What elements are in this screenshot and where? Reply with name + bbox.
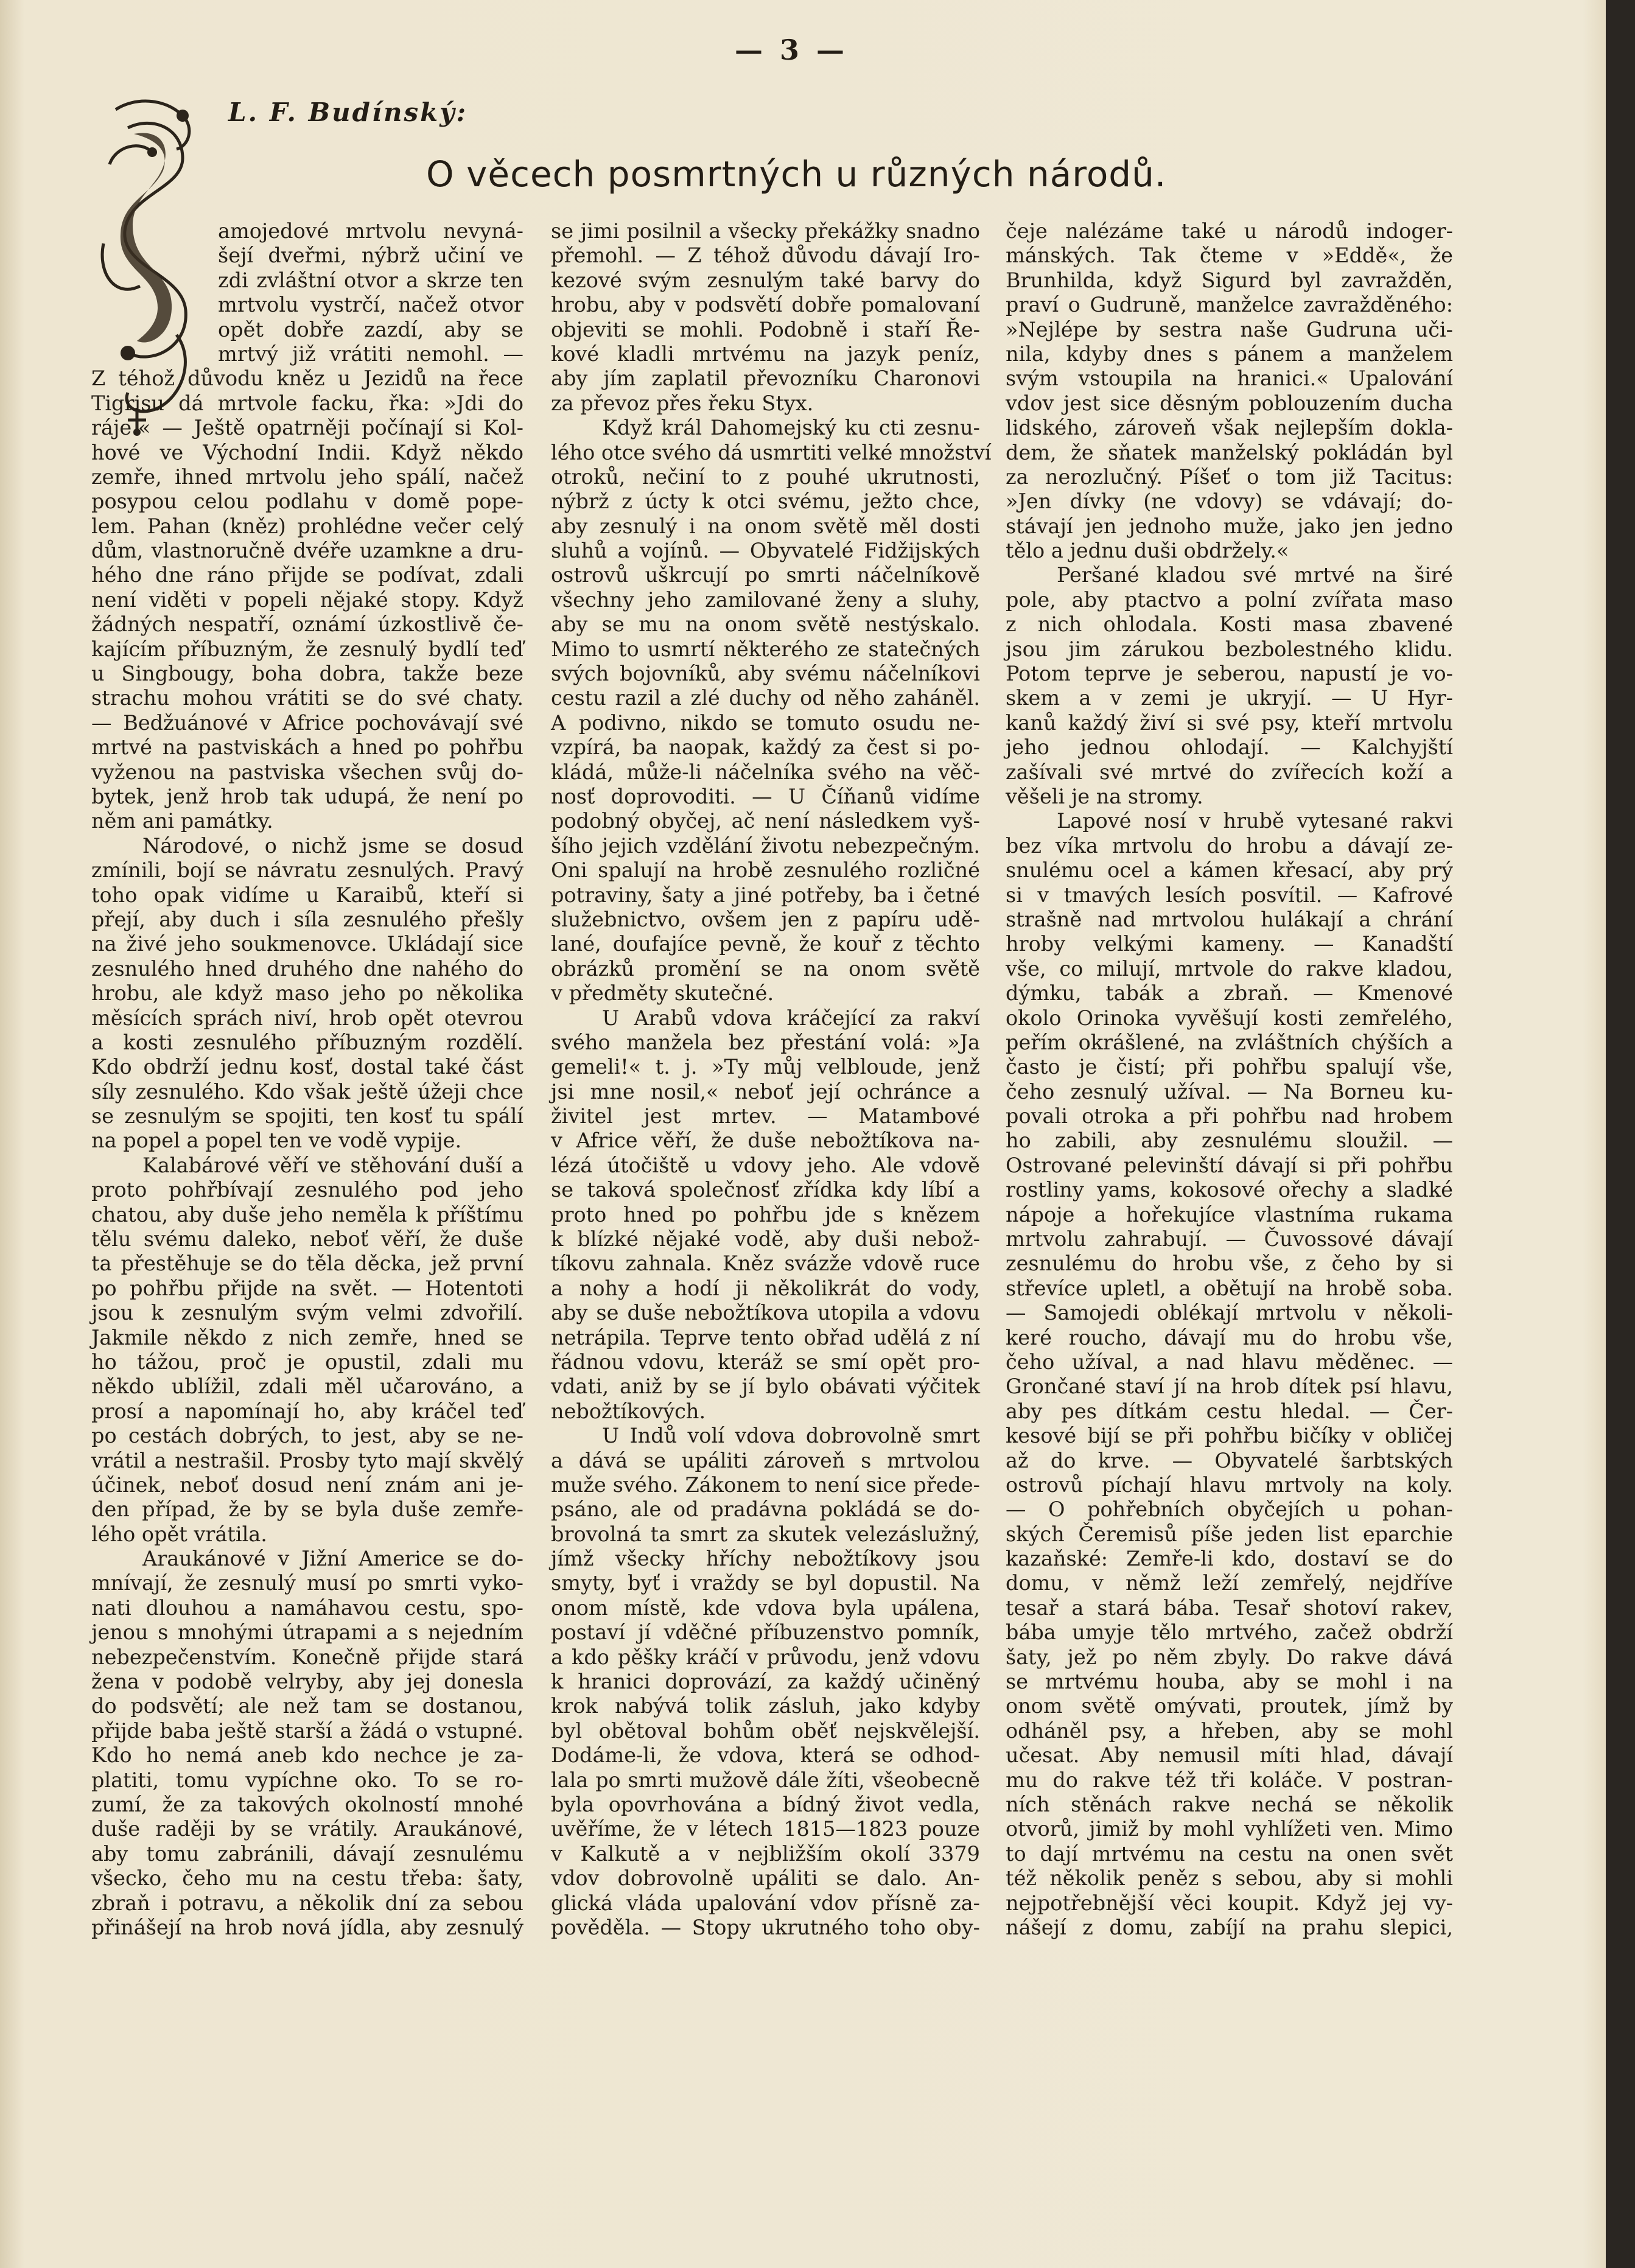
text-line: střevíce upletl, a obětují na hrobě soba. — [1006, 1276, 1453, 1300]
text-line: lem. Pahan (kněz) prohlédne večer celý — [91, 514, 523, 538]
text-line: kezové svým zesnulým také barvy do — [551, 268, 980, 292]
text-line: si v tmavých lesích posvítil. — Kafrové — [1006, 883, 1453, 907]
text-line: aby jím zaplatil převozníku Charonovi — [551, 366, 980, 391]
text-line: živitel jest mrtev. — Matambové — [551, 1104, 980, 1129]
text-column-2 — [551, 219, 992, 1940]
text-line: bába umyje tělo mrtvého, začež obdrží — [1006, 1620, 1453, 1645]
text-line: k hranici doprovází, za každý učiněný — [551, 1670, 980, 1694]
text-line: měsících sprách niví, hrob opět otevrou — [91, 1006, 523, 1030]
text-line: lala po smrti mužově dále žíti, všeobecně — [551, 1768, 980, 1792]
text-line: a kdo pěšky kráčí v průvodu, jenž vdovu — [551, 1645, 980, 1669]
text-line: přejí, aby duch i síla zesnulého přešly — [91, 907, 523, 931]
text-line: keré roucho, dávají mu do hrobu vše, — [1006, 1325, 1453, 1349]
text-line: odháněl psy, a hřeben, aby se mohl — [1006, 1718, 1453, 1743]
text-line: praví o Gudruně, manželce zavražděného: — [1006, 293, 1453, 317]
text-line: a kosti zesnulého příbuzným rozdělí. — [91, 1030, 523, 1054]
text-line: povali otroka a při pohřbu nad hrobem — [1006, 1104, 1453, 1129]
text-line: — O pohřebních obyčejích u pohan- — [1006, 1497, 1453, 1522]
text-line: Grončané staví jí na hrob dítek psí hlavu, — [1006, 1374, 1453, 1399]
text-line: objeviti se mohli. Podobně i staří Ře- — [551, 317, 980, 341]
text-line: glická vláda upalování vdov přísně za- — [551, 1891, 980, 1915]
text-line: kanů každý živí si své psy, kteří mrtvolu — [1006, 710, 1453, 735]
text-column-3 — [1006, 219, 1453, 1940]
text-line: vše, co milují, mrtvole do rakve kladou, — [1006, 956, 1453, 981]
text-line: aby pes dítkám cestu hledal. — Čer- — [1006, 1399, 1453, 1423]
text-line: tíkovu zahnala. Kněz svázže vdově ruce — [551, 1251, 980, 1276]
text-line: hroby velkými kameny. — Kanadští — [1006, 932, 1453, 956]
text-line: nášejí z domu, zabíjí na prahu slepici, — [1006, 1915, 1453, 1939]
text-line: vdov dobrovolně upáliti se dalo. An- — [551, 1866, 980, 1891]
text-line: u Singbougy, boha dobra, takže beze — [91, 662, 523, 686]
text-line: tesař a stará bába. Tesař shotoví rakev, — [1006, 1595, 1453, 1620]
text-line: strachu mohou vrátiti se do své chaty. — [91, 686, 523, 710]
text-line: aby se mu na onom světě nestýskalo. — [551, 612, 980, 637]
text-line: až do krve. — Obyvatelé šarbtských — [1006, 1448, 1453, 1472]
text-line: Araukánové v Jižní Americe se do- — [142, 1547, 523, 1571]
text-line: Peršané kladou své mrtvé na širé — [1057, 563, 1453, 587]
text-line: hrobu, ale když maso jeho po několika — [91, 981, 523, 1006]
text-line: netrápila. Teprve tento obřad udělá z ní — [551, 1325, 980, 1349]
text-line: byla opovrhována a bídný život vedla, — [551, 1793, 980, 1816]
text-line: muže svého. Zákonem to není sice přede- — [551, 1472, 980, 1497]
text-line: mrtvolu zahrabují. — Čuvossové dávají — [1006, 1227, 1453, 1251]
text-line: kládá, může-li náčelníka svého na věč- — [551, 760, 980, 784]
text-line: z nich ohlodala. Kosti masa zbavené — [1006, 612, 1453, 637]
text-line: Oni spalují na hrobě zesnulého rozličné — [551, 858, 980, 883]
text-line: posypou celou podlahu v domě pope- — [91, 489, 523, 514]
text-line: — Bedžuánové v Africe pochovávají své — [91, 710, 523, 735]
text-line: prosí a napomínají ho, aby kráčel teď — [91, 1399, 523, 1423]
text-line: — Samojedi oblékají mrtvolu v několi- — [1006, 1301, 1453, 1325]
text-line: brovolná ta smrt za skutek velezáslužný, — [551, 1522, 980, 1546]
text-line: podobný obyčej, ač není následkem vyš- — [551, 809, 980, 833]
text-line: hého dne ráno přijde se podívat, zdali — [91, 563, 523, 587]
text-line: po pohřbu přijde na svět. — Hotentoti — [91, 1276, 523, 1300]
text-line: byl obětoval bohům oběť nejskvělejší. — [551, 1718, 980, 1743]
text-line: skem a v zemi je ukryjí. — U Hyr- — [1006, 686, 1453, 710]
text-line: se zesnulým se spojiti, ten kosť tu spálí — [91, 1104, 523, 1129]
text-line: svým vstoupila na hranici.« Upalování — [1006, 366, 1453, 391]
text-line: otvorů, jimiž by mohl vyhlížeti ven. Mimo — [1006, 1817, 1453, 1841]
text-line: nosť doprovoditi. — U Číňanů vidíme — [551, 784, 980, 808]
text-line: vzpírá, ba naopak, každý za čest si po- — [551, 735, 980, 760]
text-line: není viděti v popeli nějaké stopy. Když — [91, 587, 523, 612]
text-line: žena v podobě velryby, aby jej donesla — [91, 1670, 523, 1694]
text-line: Lapové nosí v hrubě vytesané rakvi — [1057, 809, 1453, 833]
article-title: O věcech posmrtných u různých národů. — [426, 153, 1167, 195]
text-line: opět dobře zazdí, aby se — [218, 317, 523, 341]
text-line: vyženou na pastviska všechen svůj do- — [91, 760, 523, 784]
text-line: A podivno, nikdo se tomuto osudu ne- — [551, 710, 980, 735]
text-line: účinek, neboť dosud není znám ani je- — [91, 1472, 523, 1497]
text-line: platiti, tomu vypíchne oko. To se ro- — [91, 1768, 523, 1792]
text-line: šaty, jež po něm zbyly. Do rakve dává — [1006, 1645, 1453, 1669]
text-line: se mrtvému houba, aby se mohl i na — [1006, 1670, 1453, 1694]
text-line: pole, aby ptactvo a polní zvířata maso — [1006, 587, 1453, 612]
text-line: do podsvětí; ale než tam se dostanou, — [91, 1694, 523, 1718]
text-line: lého otce svého dá usmrtiti velké množství — [551, 440, 992, 464]
text-line: zesnulému do hrobu vše, z čeho by si — [1006, 1251, 1453, 1276]
text-line: mrtvý již vrátiti nemohl. — — [218, 341, 523, 366]
page-edge — [1606, 0, 1635, 2268]
text-line: uvěříme, že v létech 1815—1823 pouze — [551, 1817, 980, 1841]
text-line: často je čistí; při pohřbu spalují vše, — [1006, 1055, 1453, 1079]
text-line: jsi mne nosil,« neboť její ochránce a — [551, 1079, 980, 1104]
text-line: šího jejich vzdělání životu nebezpečným. — [551, 833, 980, 858]
text-line: služebnictvo, ovšem jen z papíru udě- — [551, 907, 980, 931]
text-line: Potom teprve je seberou, napustí je vo- — [1006, 662, 1453, 686]
text-line: toho opak vidíme u Karaibů, kteří si — [91, 883, 523, 907]
text-line: též několik peněz s sebou, aby si mohli — [1006, 1866, 1453, 1891]
text-line: a nohy a hodí ji několikrát do vody, — [551, 1276, 980, 1300]
text-line: mrtvolu vystrčí, načež otvor — [218, 293, 523, 317]
text-line: mnívají, že zesnulý musí po smrti vyko- — [91, 1571, 523, 1595]
text-line: aby se duše nebožtíkova utopila a vdovu — [551, 1301, 980, 1325]
text-line: se jimi posilnil a všecky překážky snadno — [551, 219, 980, 243]
text-line: Národové, o nichž jsme se dosud — [142, 833, 523, 858]
text-line: snulému ocel a kámen křesací, aby prý — [1006, 858, 1453, 883]
text-line: lého opět vrátila. — [91, 1522, 267, 1546]
text-line: po cestách dobrých, to jest, aby se ne- — [91, 1424, 523, 1448]
text-line: vdov jest sice děsným poblouzením ducha — [1006, 391, 1453, 415]
text-line: bytek, jenž hrob tak udupá, že není po — [91, 784, 523, 808]
text-line: na živé jeho soukmenovce. Ukládají sice — [91, 932, 523, 956]
text-line: obrázků promění se na onom světě — [551, 956, 980, 981]
text-line: zdi zvláštní otvor a skrze ten — [218, 268, 523, 292]
text-line: kové kladli mrtvému na jazyk peníz, — [551, 341, 980, 366]
text-line: mu do rakve též tři koláče. V postran- — [1006, 1768, 1453, 1792]
text-line: strašně nad mrtvolou hulákají a chrání — [1006, 907, 1453, 931]
text-line: smyty, byť i vraždy se byl dopustil. Na — [551, 1571, 980, 1595]
text-line: svých bojovníků, aby svému náčelníkovi — [551, 662, 980, 686]
text-line: na popel a popel ten ve vodě vypije. — [91, 1129, 462, 1153]
text-line: jenou s mnohými útrapami a s nejedním — [91, 1620, 523, 1645]
text-line: jeho jednou ohlodají. — Kalchyjští — [1006, 735, 1453, 760]
text-line: zesnulého hned druhého dne nahého do — [91, 956, 523, 981]
text-line: aby zesnulý i na onom světě měl dosti — [551, 514, 980, 538]
text-line: nebožtíkových. — [551, 1399, 706, 1423]
text-line: přinášejí na hrob nová jídla, aby zesnulý — [91, 1915, 523, 1939]
text-line: se taková společnosť zřídka kdy líbí a — [551, 1178, 980, 1202]
text-line: vdati, aniž by se jí bylo obávati výčitek — [551, 1374, 980, 1399]
text-line: Když král Dahomejský ku cti zesnu- — [602, 416, 980, 440]
text-line: dýmku, tabák a zbraň. — Kmenové — [1006, 981, 1453, 1006]
text-line: Kdo obdrží jednu kosť, dostal také část — [91, 1055, 523, 1079]
text-line: Dodáme-li, že vdova, která se odhod- — [551, 1743, 980, 1768]
text-line: domu, v němž leží zemřelý, nejdříve — [1006, 1571, 1453, 1595]
text-line: tělu svému daleko, neboť věří, že duše — [91, 1227, 523, 1251]
text-line: ho zabili, aby zesnulému sloužil. — — [1006, 1129, 1453, 1153]
text-line: bez víka mrtvolu do hrobu a dávají ze- — [1006, 833, 1453, 858]
text-line: v předměty skutečné. — [551, 981, 774, 1006]
text-line: nejpotřebnější věci koupit. Když jej vy- — [1006, 1891, 1453, 1915]
text-line: jsou jim zárukou bezbolestného klidu. — [1006, 637, 1453, 661]
text-line: mrtvé na pastviskách a hned po pohřbu — [91, 735, 523, 760]
text-line: Brunhilda, když Sigurd byl zavražděn, — [1006, 268, 1453, 292]
text-line: a dává se upáliti zároveň s mrtvolou — [551, 1448, 980, 1472]
text-line: učesat. Aby nemusil míti hlad, dávají — [1006, 1743, 1453, 1768]
text-line: mánských. Tak čteme v »Eddě«, že — [1006, 243, 1453, 268]
text-line: Ostrované pelevinští dávají si při pohřbu — [1006, 1153, 1453, 1177]
text-line: pověděla. — Stopy ukrutného toho oby- — [551, 1915, 980, 1939]
text-line: všechny jeho zamilované ženy a sluhy, — [551, 587, 980, 612]
text-line: potraviny, šaty a jiné potřeby, ba i četné — [551, 883, 980, 907]
text-line: nýbrž z úcty k otci svému, ježto chce, — [551, 489, 980, 514]
text-line: den případ, že by se byla duše zemře- — [91, 1497, 523, 1522]
text-line: proto hned po pohřbu jde s knězem — [551, 1202, 980, 1227]
page-number: — 3 — — [734, 33, 849, 66]
text-line: kazaňské: Zemře-li kdo, dostaví se do — [1006, 1547, 1453, 1571]
text-line: šejí dveřmi, nýbrž učiní ve — [218, 243, 523, 268]
text-line: zašívali své mrtvé do zvířecích koží a — [1006, 760, 1453, 784]
text-line: Kdo ho nemá aneb kdo nechce je za- — [91, 1743, 523, 1768]
text-line: to dají mrtvému na cestu na onen svět — [1006, 1841, 1453, 1866]
text-line: kajícím příbuzným, že zesnulý bydlí teď — [91, 637, 523, 661]
text-line: za nerozlučný. Píšeť o tom již Tacitus: — [1006, 464, 1453, 489]
text-line: Jakmile někdo z nich zemře, hned se — [91, 1325, 523, 1349]
text-line: nati dlouhou a namáhavou cestu, spo- — [91, 1595, 523, 1620]
text-line: U Indů volí vdova dobrovolně smrt — [602, 1424, 980, 1448]
text-line: »Jen dívky (ne vdovy) se vdávají; do- — [1006, 489, 1453, 514]
text-line: zemře, ihned mrtvolu jeho spálí, načež — [91, 464, 523, 489]
text-line: gemeli!« t. j. »Ty můj velbloude, jenž — [551, 1055, 980, 1079]
text-line: postaví jí vděčné příbuzenstvo pomník, — [551, 1620, 980, 1645]
text-line: hrobu, aby v podsvětí dobře pomalovaní — [551, 293, 980, 317]
text-line: psáno, ale od pradávna pokládá se do- — [551, 1497, 980, 1522]
text-line: tělo a jednu duši obdržely.« — [1006, 539, 1289, 563]
text-line: ských Čeremisů píše jeden list eparchie — [1006, 1522, 1453, 1546]
text-line: »Nejlépe by sestra naše Gudruna uči- — [1006, 317, 1453, 341]
text-line: cestu razil a zlé duchy od něho zaháněl. — [551, 686, 980, 710]
text-line: hové ve Východní Indii. Když někdo — [91, 440, 523, 464]
text-line: aby tomu zabránili, dávají zesnulému — [91, 1841, 523, 1866]
text-line: stávají jen jednoho muže, jako jen jedno — [1006, 514, 1453, 538]
text-line: okolo Orinoka vyvěšují kosti zemřelého, — [1006, 1006, 1453, 1030]
text-line: nebezpečenstvím. Konečně přijde stará — [91, 1645, 523, 1669]
text-line: jsou k zesnulým svým velmi zdvořilí. — [91, 1301, 523, 1325]
text-line: ních stěnách rakve nechá se několik — [1006, 1793, 1453, 1816]
author-byline: L. F. Budínský: — [228, 97, 468, 127]
text-line: ráje.« — Ještě opatrněji počínají si Kol- — [91, 416, 523, 440]
text-line: Z téhož důvodu kněz u Jezidů na řece — [91, 366, 523, 391]
text-line: ta přestěhuje se do těla děcka, jež první — [91, 1251, 523, 1276]
text-line: ostrovů uškrcují po smrti náčelníkově — [551, 563, 980, 587]
text-line: řádnou vdovu, kteráž se smí opět pro- — [551, 1349, 980, 1374]
text-line: dům, vlastnoručně dvéře uzamkne a dru- — [91, 539, 523, 563]
text-line: za převoz přes řeku Styx. — [551, 391, 814, 415]
text-line: síly zesnulého. Kdo však ještě úžeji chce — [91, 1079, 523, 1104]
text-line: čeho užíval, a nad hlavu měděnec. — — [1006, 1349, 1453, 1374]
text-line: někdo ublížil, zdali měl učarováno, a — [91, 1374, 523, 1399]
text-line: duše raději by se vrátily. Araukánové, — [91, 1817, 523, 1841]
text-line: Kalabárové věří ve stěhování duší a — [142, 1153, 523, 1177]
text-line: zmínili, bojí se návratu zesnulých. Pravý — [91, 858, 523, 883]
text-line: svého manžela bez přestání volá: »Ja — [551, 1030, 980, 1054]
text-line: čeho zesnulý užíval. — Na Borneu ku- — [1006, 1079, 1453, 1104]
text-line: chatou, aby duše jeho neměla k příštímu — [91, 1202, 523, 1227]
text-line: všecko, čeho mu na cestu třeba: šaty, — [91, 1866, 523, 1891]
text-line: Mimo to usmrtí některého ze statečných — [551, 637, 980, 661]
text-line: přijde baba ještě starší a žádá o vstupné. — [91, 1718, 523, 1743]
text-line: krok nabývá tolik zásluh, jako kdyby — [551, 1694, 980, 1718]
text-line: proto pohřbívají zesnulého pod jeho — [91, 1178, 523, 1202]
text-line: amojedové mrtvolu nevyná- — [218, 219, 523, 243]
text-line: ho tážou, proč je opustil, zdali mu — [91, 1349, 523, 1374]
text-line: onom světě omývati, proutek, jímž by — [1006, 1694, 1453, 1718]
text-line: zbraň i potravu, a několik dní za sebou — [91, 1891, 523, 1915]
text-line: U Arabů vdova kráčející za rakví — [602, 1006, 980, 1030]
text-line: v Kalkutě a v nejbližším okolí 3379 — [551, 1841, 980, 1866]
text-line: lané, doufajíce pevně, že kouř z těchto — [551, 932, 980, 956]
text-line: vrátil a nestrašil. Prosby tyto mají skvělý — [91, 1448, 523, 1472]
text-line: čeje nalézáme také u národů indoger- — [1006, 219, 1453, 243]
text-line: ostrovů píchají hlavu mrtvoly na koly. — [1006, 1472, 1453, 1497]
text-line: otroků, nečiní to z pouhé ukrutnosti, — [551, 464, 980, 489]
text-column-1 — [91, 219, 523, 1940]
text-line: v Africe věří, že duše nebožtíkova na- — [551, 1129, 980, 1153]
text-line: nápoje a hořekujíce vlastníma rukama — [1006, 1202, 1453, 1227]
text-line: něm ani památky. — [91, 809, 273, 833]
text-line: sluhů a vojínů. — Obyvatelé Fidžijských — [551, 539, 980, 563]
text-line: Tigrisu dá mrtvole facku, řka: »Jdi do — [91, 391, 523, 415]
text-line: dem, že sňatek manželský pokládán byl — [1006, 440, 1453, 464]
text-line: k blízké nějaké vodě, aby duši nebož- — [551, 1227, 980, 1251]
text-line: žádných nespatří, oznámí úzkostlivě če- — [91, 612, 523, 637]
text-line: zumí, že za takových okolností mnohé — [91, 1793, 523, 1816]
text-line: rostliny yams, kokosové ořechy a sladké — [1006, 1178, 1453, 1202]
text-line: lézá útočiště u vdovy jeho. Ale vdově — [551, 1153, 980, 1177]
text-line: peřím okrášlené, na zvláštních chýších a — [1006, 1030, 1453, 1054]
text-line: lidského, zároveň však nejlepším dokla- — [1006, 416, 1453, 440]
text-line: přemohl. — Z téhož důvodu dávají Iro- — [551, 243, 980, 268]
text-line: kesové bijí se při pohřbu bičíky v obličej — [1006, 1424, 1453, 1448]
text-line: jímž všecky hříchy nebožtíkovy jsou — [551, 1547, 980, 1571]
text-line: onom místě, kde vdova byla upálena, — [551, 1595, 980, 1620]
text-line: věšeli je na stromy. — [1006, 784, 1203, 808]
text-line: nila, kdyby dnes s pánem a manželem — [1006, 341, 1453, 366]
